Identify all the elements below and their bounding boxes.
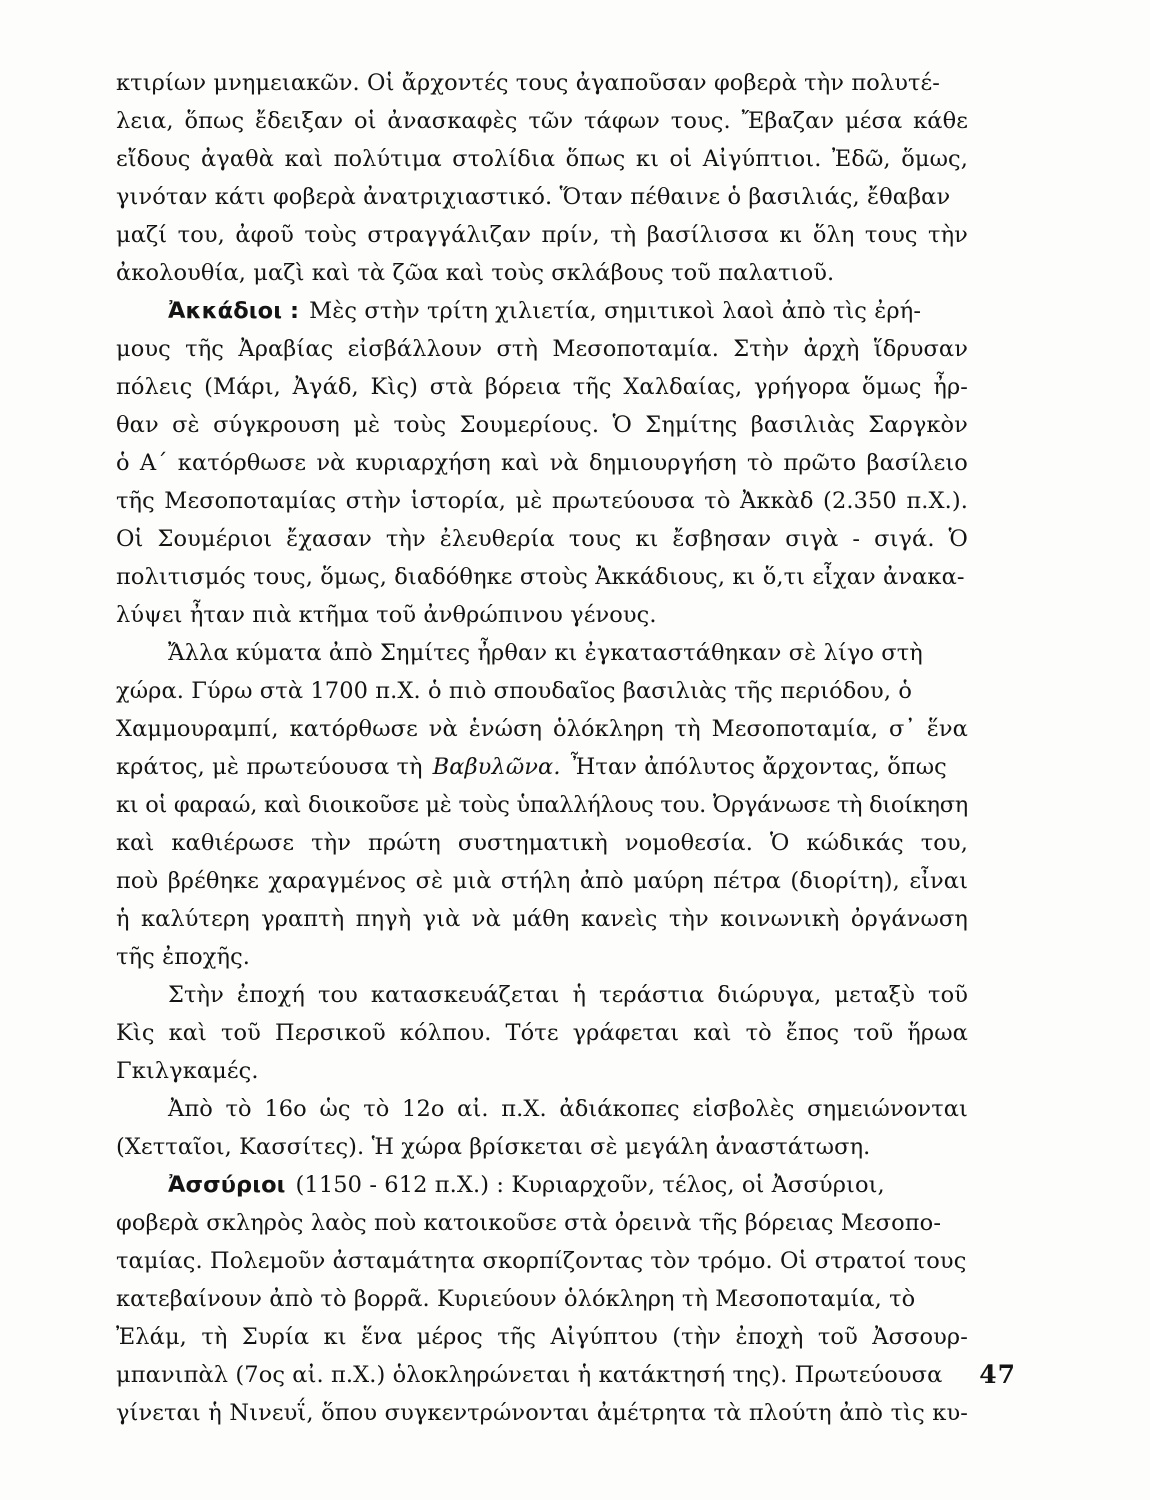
text-line bbox=[116, 596, 968, 634]
text-line bbox=[116, 748, 968, 786]
line-text-pre: κράτος, μὲ πρωτεύουσα τὴ bbox=[116, 754, 423, 780]
text-line bbox=[116, 938, 968, 976]
text-line bbox=[116, 1394, 968, 1432]
text-line bbox=[116, 330, 968, 368]
text-line bbox=[116, 140, 968, 178]
text-line bbox=[116, 634, 968, 672]
text-line bbox=[116, 1128, 968, 1166]
text-line bbox=[116, 64, 968, 102]
line-text: Ἐλάμ, τὴ Συρία κι ἕνα μέρος τῆς Αἰγύπτου (τὴν ἐποχὴ τοῦ Ἀσσουρ- bbox=[116, 1324, 968, 1350]
text-line bbox=[116, 216, 968, 254]
page-text bbox=[116, 64, 968, 1432]
line-text: ταμίας. Πολεμοῦν ἀσταμάτητα σκορπίζοντας τὸν τρόμο. Οἱ στρατοί τους bbox=[116, 1248, 967, 1274]
line-text: πολιτισμός τους, ὅμως, διαδόθηκε στοὺς Ἀκκάδιους, κι ὅ,τι εἶχαν ἀνακα- bbox=[116, 564, 965, 590]
line-text: μπανιπὰλ (7ος αἰ. π.Χ.) ὁλοκληρώνεται ἡ κατάκτησή της). Πρωτεύουσα bbox=[116, 1362, 943, 1388]
line-text: φοβερὰ σκληρὸς λαὸς ποὺ κατοικοῦσε στὰ ὀρεινὰ τῆς βόρειας Μεσοπο- bbox=[116, 1210, 942, 1236]
line-text: κι οἱ φαραώ, καὶ διοικοῦσε μὲ τοὺς ὑπαλλήλους του. Ὀργάνωσε τὴ διοίκηση bbox=[116, 792, 968, 818]
line-text: (1150 - 612 π.Χ.) : Κυριαρχοῦν, τέλος, οἱ Ἀσσύριοι, bbox=[295, 1172, 885, 1198]
line-text: μους τῆς Ἀραβίας εἰσβάλλουν στὴ Μεσοποταμία. Στὴν ἀρχὴ ἵδρυσαν bbox=[116, 336, 968, 362]
text-line bbox=[116, 292, 968, 330]
line-text: ἀκολουθία, μαζὶ καὶ τὰ ζῶα καὶ τοὺς σκλάβους τοῦ παλατιοῦ. bbox=[116, 260, 835, 286]
line-text: ἡ καλύτερη γραπτὴ πηγὴ γιὰ νὰ μάθη κανεὶς τὴν κοινωνικὴ ὀργάνωση bbox=[116, 906, 968, 932]
line-text: μαζί του, ἀφοῦ τοὺς στραγγάλιζαν πρίν, τὴ βασίλισσα κι ὅλη τους τὴν bbox=[116, 222, 968, 248]
text-line bbox=[116, 520, 968, 558]
text-line bbox=[116, 558, 968, 596]
line-text: καὶ καθιέρωσε τὴν πρώτη συστηματικὴ νομοθεσία. Ὁ κώδικάς του, bbox=[116, 830, 968, 856]
text-line bbox=[116, 1242, 968, 1280]
text-line bbox=[116, 786, 968, 824]
line-text: λύψει ἦταν πιὰ κτῆμα τοῦ ἀνθρώπινου γένους. bbox=[116, 602, 657, 628]
text-line bbox=[116, 1166, 968, 1204]
line-text: εἴδους ἀγαθὰ καὶ πολύτιμα στολίδια ὅπως κι οἱ Αἰγύπτιοι. Ἐδῶ, ὅμως, bbox=[116, 146, 968, 172]
line-text: Μὲς στὴν τρίτη χιλιετία, σημιτικοὶ λαοὶ ἀπὸ τὶς ἐρή- bbox=[309, 298, 922, 324]
line-text: Ἄλλα κύματα ἀπὸ Σημίτες ἦρθαν κι ἐγκαταστάθηκαν σὲ λίγο στὴ bbox=[168, 640, 923, 666]
line-text: τῆς ἐποχῆς. bbox=[116, 944, 251, 970]
text-line bbox=[116, 1318, 968, 1356]
line-text: θαν σὲ σύγκρουση μὲ τοὺς Σουμερίους. Ὁ Σημίτης βασιλιὰς Σαργκὸν bbox=[116, 412, 968, 438]
line-text: (Χετταῖοι, Κασσίτες). Ἡ χώρα βρίσκεται σὲ μεγάλη ἀναστάτωση. bbox=[116, 1134, 871, 1160]
line-text: Γκιλγκαμές. bbox=[116, 1058, 259, 1084]
text-line bbox=[116, 406, 968, 444]
text-line bbox=[116, 710, 968, 748]
text-line bbox=[116, 178, 968, 216]
line-text: Κὶς καὶ τοῦ Περσικοῦ κόλπου. Τότε γράφεται καὶ τὸ ἔπος τοῦ ἥρωα bbox=[116, 1020, 968, 1046]
text-line bbox=[116, 368, 968, 406]
line-text: ὁ Α΄ κατόρθωσε νὰ κυριαρχήση καὶ νὰ δημιουργήση τὸ πρῶτο βασίλειο bbox=[116, 450, 968, 476]
line-text: κτιρίων μνημειακῶν. Οἱ ἄρχοντές τους ἀγαποῦσαν φοβερὰ τὴν πολυτέ- bbox=[116, 70, 941, 96]
line-text: κατεβαίνουν ἀπὸ τὸ βορρᾶ. Κυριεύουν ὁλόκληρη τὴ Μεσοποταμία, τὸ bbox=[116, 1286, 916, 1312]
line-text: Ἦταν ἀπόλυτος ἄρχοντας, ὅπως bbox=[570, 754, 947, 780]
text-line bbox=[116, 444, 968, 482]
line-text: ποὺ βρέθηκε χαραγμένος σὲ μιὰ στήλη ἀπὸ μαύρη πέτρα (διορίτη), εἶναι bbox=[116, 868, 968, 894]
line-text: πόλεις (Μάρι, Ἀγάδ, Κὶς) στὰ βόρεια τῆς Χαλδαίας, γρήγορα ὅμως ἦρ- bbox=[116, 374, 968, 400]
line-text: γίνεται ἡ Νινευΐ, ὅπου συγκεντρώνονται ἀμέτρητα τὰ πλούτη ἀπὸ τὶς κυ- bbox=[116, 1400, 968, 1426]
section-heading: Ἀσσύριοι bbox=[168, 1172, 286, 1198]
text-line bbox=[116, 254, 968, 292]
section-heading: Ἀκκάδιοι : bbox=[168, 298, 300, 324]
text-line bbox=[116, 1090, 968, 1128]
text-line bbox=[116, 976, 968, 1014]
text-line bbox=[116, 862, 968, 900]
page-number: 47 bbox=[979, 1360, 1016, 1389]
line-text: γινόταν κάτι φοβερὰ ἀνατριχιαστικό. Ὅταν πέθαινε ὁ βασιλιάς, ἔθαβαν bbox=[116, 184, 951, 210]
text-line bbox=[116, 1014, 968, 1052]
text-line bbox=[116, 672, 968, 710]
text-line bbox=[116, 102, 968, 140]
line-text: Χαμμουραμπί, κατόρθωσε νὰ ἑνώση ὁλόκληρη τὴ Μεσοποταμία, σ᾽ ἕνα bbox=[116, 716, 968, 742]
line-text: Οἱ Σουμέριοι ἔχασαν τὴν ἐλευθερία τους κι ἔσβησαν σιγὰ - σιγά. Ὁ bbox=[116, 526, 968, 552]
line-text: Στὴν ἐποχή του κατασκευάζεται ἡ τεράστια διώρυγα, μεταξὺ τοῦ bbox=[168, 982, 968, 1008]
text-line bbox=[116, 1356, 968, 1394]
line-text: Ἀπὸ τὸ 16ο ὡς τὸ 12ο αἰ. π.Χ. ἀδιάκοπες εἰσβολὲς σημειώνονται bbox=[168, 1096, 968, 1122]
text-line bbox=[116, 482, 968, 520]
line-text: λεια, ὅπως ἔδειξαν οἱ ἀνασκαφὲς τῶν τάφων τους. Ἔβαζαν μέσα κάθε bbox=[116, 108, 968, 134]
text-line bbox=[116, 824, 968, 862]
text-line bbox=[116, 1052, 968, 1090]
text-line bbox=[116, 1204, 968, 1242]
text-line bbox=[116, 1280, 968, 1318]
text-line bbox=[116, 900, 968, 938]
line-text: χώρα. Γύρω στὰ 1700 π.Χ. ὁ πιὸ σπουδαῖος βασιλιὰς τῆς περιόδου, ὁ bbox=[116, 678, 912, 704]
line-text: τῆς Μεσοποταμίας στὴν ἱστορία, μὲ πρωτεύουσα τὸ Ἀκκὰδ (2.350 π.Χ.). bbox=[116, 488, 968, 514]
emphasized-text: Βαβυλῶνα. bbox=[432, 754, 561, 780]
